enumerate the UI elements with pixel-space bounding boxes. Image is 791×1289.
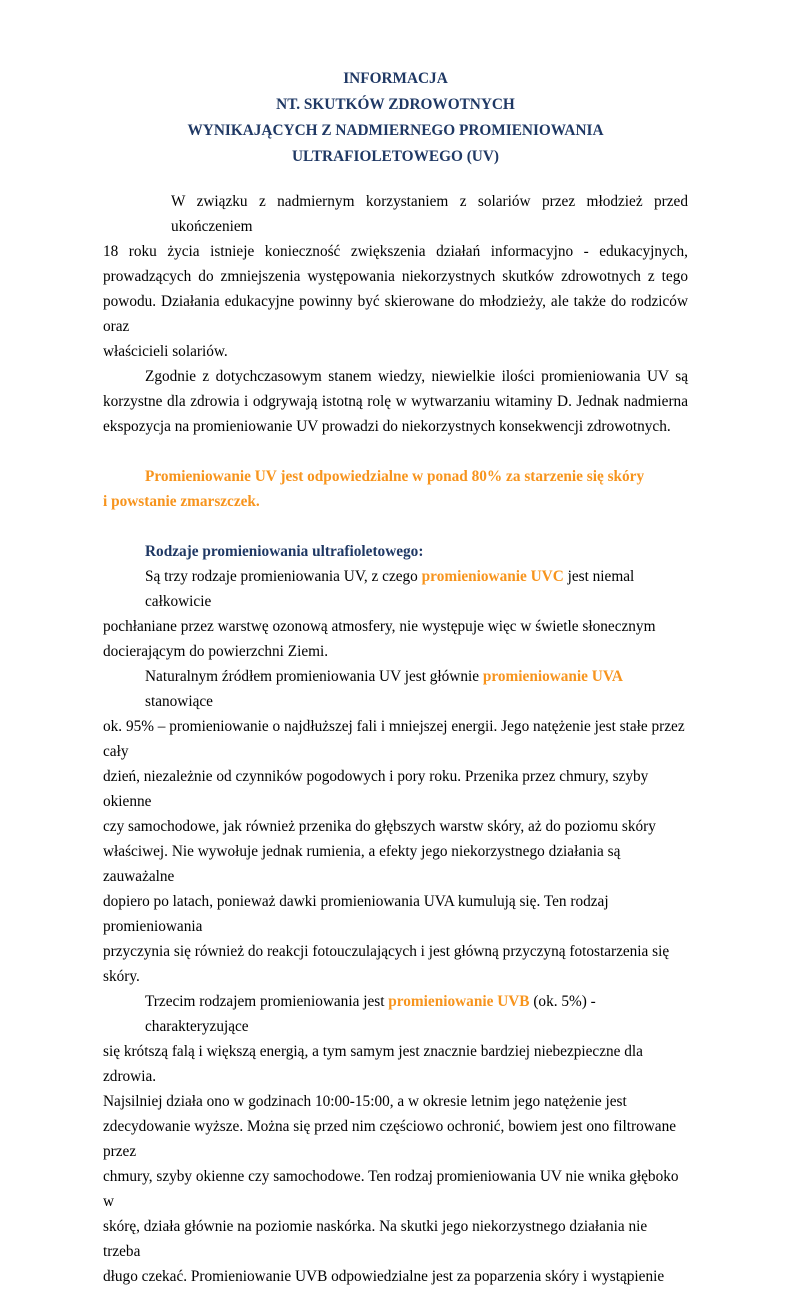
uvb-line-6: skórę, działa głównie na poziomie naskórka. Na skutki jego niekorzystnego działania nie trzeba — [103, 1218, 648, 1260]
uvc-term: promieniowanie UVC — [421, 568, 564, 585]
uvc-line-3: docierającym do powierzchni Ziemi. — [103, 643, 329, 660]
uva-line-6: dopiero po latach, ponieważ dawki promieniowania UVA kumulują się. Ten rodzaj promieniowania — [103, 893, 609, 935]
intro-p2-line-1: Zgodnie z dotychczasowym stanem wiedzy, niewielkie ilości promieniowania UV są — [145, 368, 688, 385]
intro-p2-line-2: korzystne dla zdrowia i odgrywają istotną rolę w wytwarzaniu witaminy D. Jednak nadmierna — [103, 393, 688, 410]
intro-p2-line-3: ekspozycja na promieniowanie UV prowadzi do niekorzystnych konsekwencji zdrowotnych. — [103, 418, 671, 435]
document-title — [0, 66, 791, 170]
title-line-3: WYNIKAJĄCYCH Z NADMIERNEGO PROMIENIOWANIA — [187, 122, 604, 139]
types-heading — [103, 539, 688, 564]
uva-line-5: właściwej. Nie wywołuje jednak rumienia, a efekty jego niekorzystnego działania są zauważalne — [103, 843, 621, 885]
uva-line-7: przyczynia się również do reakcji fotouczulających i jest główną przyczyną fotostarzenia się skóry. — [103, 943, 670, 985]
title-line-1: INFORMACJA — [343, 70, 448, 87]
uva-line-3: dzień, niezależnie od czynników pogodowych i pory roku. Przenika przez chmury, szyby okienne — [103, 768, 649, 810]
intro-p1-line-4: powodu. Działania edukacyjne powinny być skierowane do młodzieży, ale także do rodziców oraz — [103, 293, 688, 335]
intro-p1-line-5: właścicieli solariów. — [103, 343, 228, 360]
title-line-4: ULTRAFIOLETOWEGO (UV) — [292, 148, 499, 165]
intro-p1-line-1: W związku z nadmiernym korzystaniem z solariów przez młodzież przed ukończeniem — [171, 193, 688, 235]
intro-p1-line-3: prowadzących do zmniejszenia występowania niekorzystnych skutków zdrowotnych z tego — [103, 268, 688, 285]
uvb-line-5: chmury, szyby okienne czy samochodowe. Ten rodzaj promieniowania UV nie wnika głęboko w — [103, 1168, 679, 1210]
intro-paragraph-1 — [103, 189, 688, 364]
uva-line-1-after: stanowiące — [145, 693, 213, 710]
uvc-line-1-after: jest niemal całkowicie — [145, 568, 635, 610]
uva-line-4: czy samochodowe, jak również przenika do głębszych warstw skóry, aż do poziomu skóry — [103, 818, 656, 835]
document-body — [103, 189, 688, 1289]
uvb-term: promieniowanie UVB — [388, 993, 530, 1010]
uvb-line-4: zdecydowanie wyższe. Można się przed nim częściowo ochronić, bowiem jest ono filtrowane przez — [103, 1118, 677, 1160]
uva-line-1-before: Naturalnym źródłem promieniowania UV jest głównie — [145, 668, 483, 685]
highlight-statement — [103, 464, 688, 514]
uvb-line-1-before: Trzecim rodzajem promieniowania jest — [145, 993, 389, 1010]
uvb-line-1 — [103, 989, 688, 1039]
uvc-line-1-before: Są trzy rodzaje promieniowania UV, z czego — [145, 568, 422, 585]
uvc-line-1 — [103, 564, 688, 614]
uva-line-1 — [103, 664, 688, 714]
uvc-line-2: pochłaniane przez warstwę ozonową atmosfery, nie występuje więc w świetle słonecznym — [103, 618, 656, 635]
uvb-line-1-after: (ok. 5%) - charakteryzujące — [145, 993, 596, 1035]
uva-term: promieniowanie UVA — [482, 668, 623, 685]
uvb-line-2: się krótszą falą i większą energią, a tym samym jest znacznie bardziej niebezpieczne dla zdrowia. — [103, 1043, 643, 1085]
title-line-2: NT. SKUTKÓW ZDROWOTNYCH — [276, 96, 515, 113]
highlight-line-1: Promieniowanie UV jest odpowiedzialne w ponad 80% za starzenie się skóry — [145, 468, 645, 485]
uva-paragraph — [103, 664, 688, 989]
highlight-line-2: i powstanie zmarszczek. — [103, 493, 260, 510]
uvb-line-7: długo czekać. Promieniowanie UVB odpowiedzialne jest za poparzenia skóry i wystąpienie — [103, 1268, 665, 1285]
intro-p1-line-2: 18 roku życia istnieje konieczność zwiększenia działań informacyjno - edukacyjnych, — [103, 243, 688, 260]
uva-line-2: ok. 95% – promieniowanie o najdłuższej fali i mniejszej energii. Jego natężenie jest stałe przez cały — [103, 718, 685, 760]
uvb-paragraph — [103, 989, 688, 1289]
intro-paragraph-2 — [103, 364, 688, 439]
uvb-line-3: Najsilniej działa ono w godzinach 10:00-15:00, a w okresie letnim jego natężenie jest — [103, 1093, 627, 1110]
uvc-paragraph — [103, 564, 688, 664]
types-heading-text: Rodzaje promieniowania ultrafioletowego: — [145, 543, 424, 560]
